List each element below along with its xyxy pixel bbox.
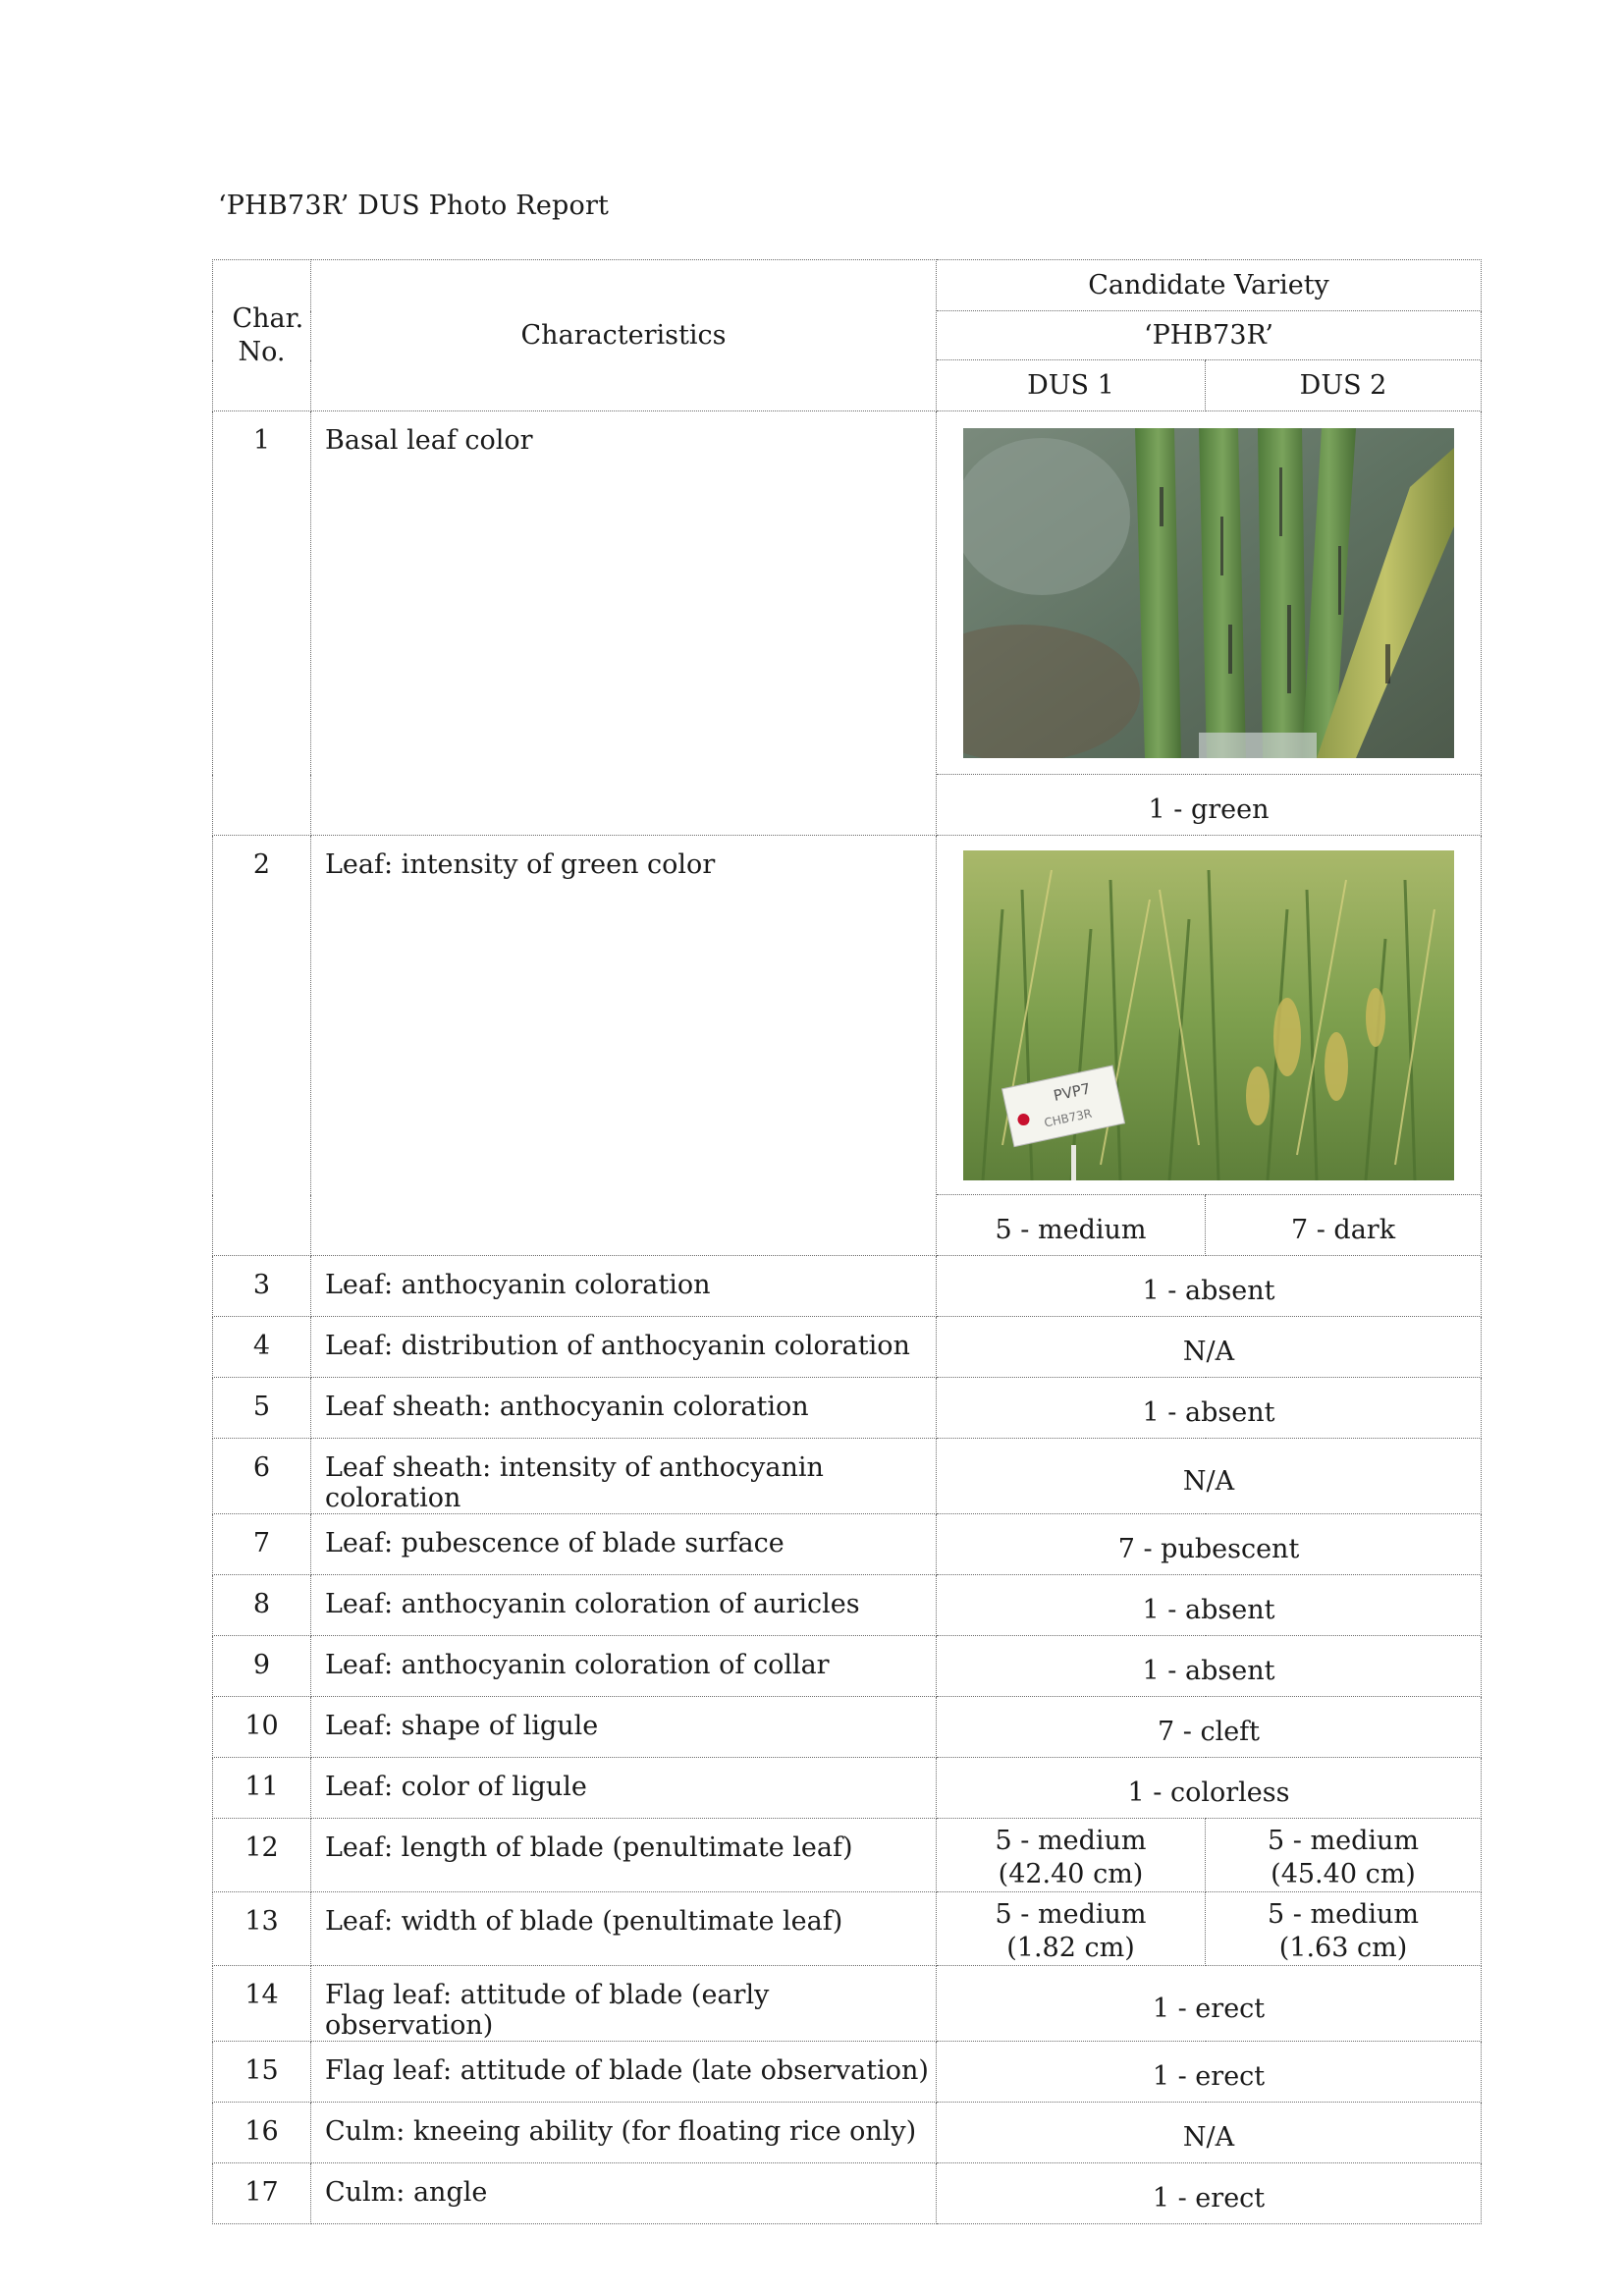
row-characteristic: Leaf: width of blade (penultimate leaf): [311, 1892, 937, 1966]
row-value: 7 - cleft: [937, 1697, 1482, 1758]
row-characteristic: Leaf: distribution of anthocyanin coloration: [311, 1317, 937, 1378]
row-value: 1 - erect: [937, 2042, 1482, 2103]
row-value: N/A: [937, 1317, 1482, 1378]
row-characteristic: Leaf sheath: anthocyanin coloration: [311, 1378, 937, 1439]
tag-label-line2: CHB73R: [1043, 1106, 1094, 1130]
table-row: [213, 1966, 1482, 2042]
value-line: 5 - medium: [1268, 1899, 1419, 1930]
row-number: 12: [213, 1819, 311, 1892]
row-number: 4: [213, 1317, 311, 1378]
row-characteristic: Leaf: anthocyanin coloration of collar: [311, 1636, 937, 1697]
header-characteristics: Characteristics: [311, 260, 937, 411]
row-value: 1 - erect: [937, 2163, 1482, 2224]
row-number: 13: [213, 1892, 311, 1966]
row-number: 5: [213, 1378, 311, 1439]
table-row: [213, 1439, 1482, 1514]
row-number: 3: [213, 1256, 311, 1317]
table-row: [213, 1636, 1482, 1697]
row-characteristic: Leaf: pubescence of blade surface: [311, 1514, 937, 1575]
row-value: 1 - erect: [937, 1966, 1482, 2042]
dus-report-table: [212, 259, 1482, 2224]
row-value-dus1: 5 - medium: [937, 1195, 1206, 1256]
row-characteristic: Leaf sheath: intensity of anthocyanin coloration: [311, 1439, 937, 1514]
row-number: 11: [213, 1758, 311, 1819]
row-characteristic: Leaf: color of ligule: [311, 1758, 937, 1819]
row-value: 1 - absent: [937, 1378, 1482, 1439]
rice-field-photo: [963, 850, 1454, 1180]
row-value: 1 - absent: [937, 1575, 1482, 1636]
row-value: 1 - absent: [937, 1256, 1482, 1317]
leaf-green-photo-cell: [937, 836, 1482, 1195]
table-row: [213, 2163, 1482, 2224]
row-characteristic: Leaf: length of blade (penultimate leaf): [311, 1819, 937, 1892]
header-char-no: Char. No.: [213, 260, 311, 411]
header-candidate-variety: Candidate Variety: [937, 260, 1482, 311]
basal-leaf-photo-cell: [937, 411, 1482, 775]
row-value: 1 - absent: [937, 1636, 1482, 1697]
row-characteristic: Leaf: anthocyanin coloration: [311, 1256, 937, 1317]
row-number: 8: [213, 1575, 311, 1636]
table-row: [213, 2103, 1482, 2163]
table-row: [213, 1317, 1482, 1378]
value-line: 5 - medium: [1268, 1826, 1419, 1856]
page-title: ‘PHB73R’ DUS Photo Report: [218, 191, 610, 221]
value-line: 5 - medium: [995, 1826, 1147, 1856]
row-number: 1: [213, 411, 311, 836]
row-value: 1 - colorless: [937, 1758, 1482, 1819]
table-row: [213, 1892, 1482, 1966]
header-variety-name: ‘PHB73R’: [937, 311, 1482, 360]
row-number: 17: [213, 2163, 311, 2224]
row-value: 7 - pubescent: [937, 1514, 1482, 1575]
row-value: 1 - green: [937, 775, 1482, 836]
table-row: [213, 1514, 1482, 1575]
row-value-dus2: [1206, 1892, 1482, 1966]
table-row: [213, 2042, 1482, 2103]
row-value: N/A: [937, 1439, 1482, 1514]
value-line: (45.40 cm): [1271, 1859, 1416, 1889]
row-value-dus2: [1206, 1819, 1482, 1892]
header-dus1: DUS 1: [937, 360, 1206, 411]
value-line: 5 - medium: [995, 1899, 1147, 1930]
table-row: [213, 1378, 1482, 1439]
value-line: (1.63 cm): [1278, 1933, 1408, 1963]
row-characteristic: Culm: angle: [311, 2163, 937, 2224]
row-characteristic: Culm: kneeing ability (for floating rice only): [311, 2103, 937, 2163]
row-number: 10: [213, 1697, 311, 1758]
row-characteristic: Leaf: intensity of green color: [311, 836, 937, 1256]
table-row: [213, 1256, 1482, 1317]
row-value: N/A: [937, 2103, 1482, 2163]
table-row: [213, 411, 1482, 775]
value-line: (1.82 cm): [1006, 1933, 1135, 1963]
row-value-dus1: [937, 1892, 1206, 1966]
row-characteristic: Basal leaf color: [311, 411, 937, 836]
table-row: [213, 1819, 1482, 1892]
row-characteristic: Flag leaf: attitude of blade (late observation): [311, 2042, 937, 2103]
row-number: 6: [213, 1439, 311, 1514]
tag-label-line1: PVP7: [1052, 1078, 1093, 1105]
row-number: 2: [213, 836, 311, 1256]
row-characteristic: Flag leaf: attitude of blade (early observation): [311, 1966, 937, 2042]
row-characteristic: Leaf: shape of ligule: [311, 1697, 937, 1758]
row-number: 15: [213, 2042, 311, 2103]
row-number: 9: [213, 1636, 311, 1697]
table-row: [213, 1697, 1482, 1758]
value-line: (42.40 cm): [998, 1859, 1144, 1889]
row-characteristic: Leaf: anthocyanin coloration of auricles: [311, 1575, 937, 1636]
row-number: 16: [213, 2103, 311, 2163]
table-row: [213, 836, 1482, 1195]
row-value-dus1: [937, 1819, 1206, 1892]
table-row: [213, 1575, 1482, 1636]
row-number: 7: [213, 1514, 311, 1575]
row-value-dus2: 7 - dark: [1206, 1195, 1482, 1256]
header-dus2: DUS 2: [1206, 360, 1482, 411]
row-number: 14: [213, 1966, 311, 2042]
table-row: [213, 1758, 1482, 1819]
basal-leaf-photo: [963, 428, 1454, 758]
